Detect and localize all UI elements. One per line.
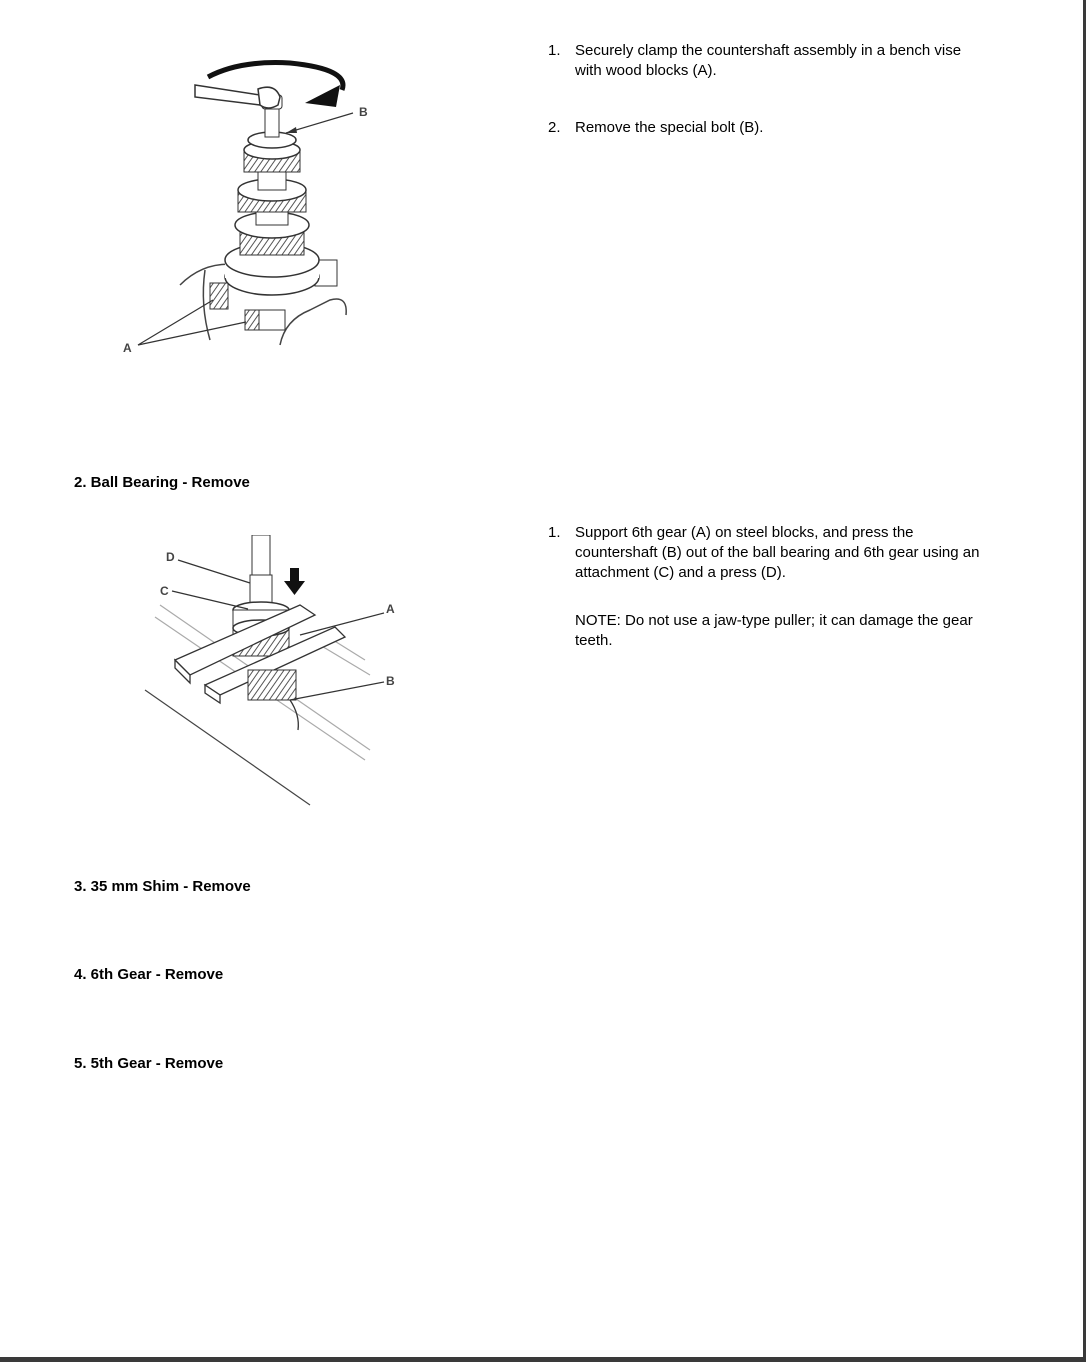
step-number: 2. [548,119,561,136]
figure-press-ball-bearing [140,535,410,815]
section2-note: NOTE: Do not use a jaw-type puller; it can damage the gear teeth. [575,612,973,649]
heading-6th-gear-remove: 4. 6th Gear - Remove [74,966,224,983]
step-text: Remove the special bolt (B). [575,119,764,136]
heading-5th-gear-remove: 5. 5th Gear - Remove [74,1055,224,1072]
figure2-label-c: C [160,584,169,598]
figure2-label-a: A [386,602,395,616]
section1-steps [548,41,988,138]
step-text: Support 6th gear (A) on steel blocks, and press the countershaft (B) out of the ball bearing and 6th gear using an attachment (C) and a press (D). [575,524,980,581]
section1-step-2 [548,118,988,138]
section2-step-1 [548,523,988,583]
figure-countershaft-vise [110,55,390,365]
figure2-label-d: D [166,550,175,564]
section2-steps [548,523,988,651]
figure2-label-b: B [386,674,395,688]
figure1-label-b: B [359,105,368,119]
section1-step-1 [548,41,988,81]
heading-ball-bearing-remove: 2. Ball Bearing - Remove [74,474,250,491]
step-text: Securely clamp the countershaft assembly in a bench vise with wood blocks (A). [575,42,962,79]
figure1-label-a: A [123,341,132,355]
step-number: 1. [548,42,561,59]
page-edge-bottom [0,1357,1086,1362]
heading-shim-remove: 3. 35 mm Shim - Remove [74,878,251,895]
step-number: 1. [548,524,561,541]
